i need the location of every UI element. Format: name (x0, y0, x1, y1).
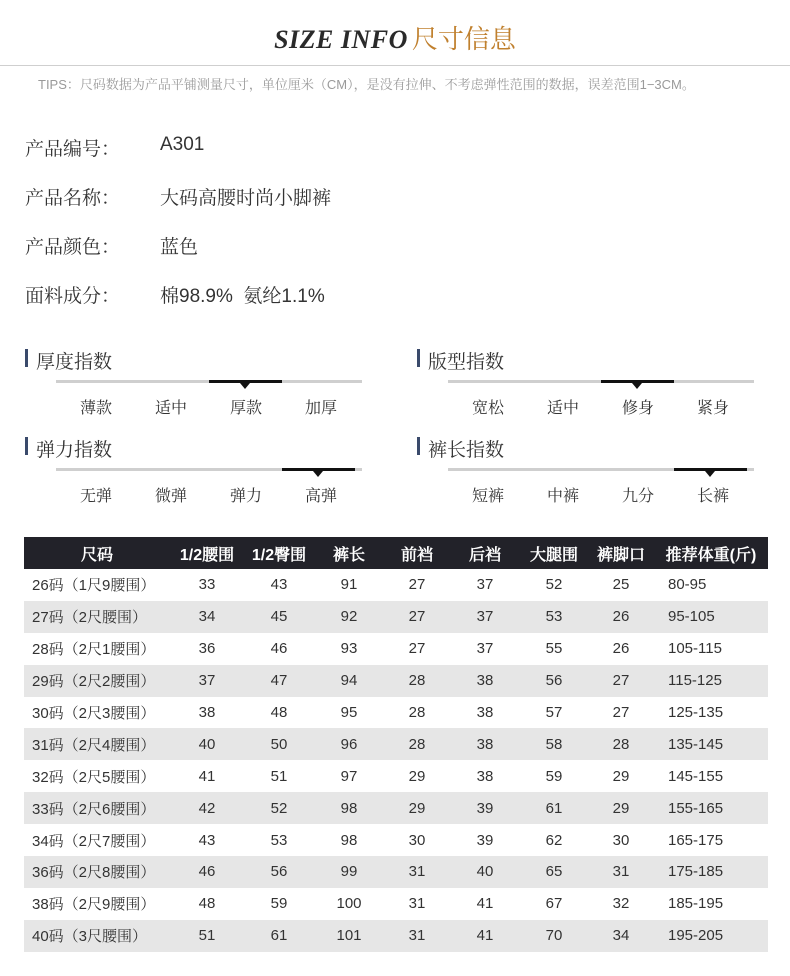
table-cell: 27 (588, 665, 654, 697)
table-cell: 27 (612, 704, 630, 721)
table-cell: 95-105 (654, 601, 768, 633)
index-title-bar (25, 437, 28, 455)
column-header: 1/2腰围 (170, 537, 244, 569)
table-cell: 29 (408, 767, 426, 785)
info-label: 面料成分： (25, 286, 121, 307)
index-title-bar (417, 437, 420, 455)
table-cell: 53 (270, 831, 288, 849)
table-cell: 38 (198, 704, 216, 721)
table-cell: 98 (340, 831, 358, 849)
table-cell: 115-125 (654, 665, 768, 697)
table-row (24, 728, 768, 760)
index-option: 薄款 (79, 400, 112, 417)
index-option: 厚款 (229, 400, 262, 417)
table-cell: 61 (244, 920, 314, 952)
index-option: 九分 (621, 488, 654, 505)
size-cell: 38码（2尺9腰围） (32, 896, 156, 914)
index-selected-marker (674, 468, 747, 471)
table-cell: 26 (612, 640, 630, 658)
index-option: 无弹 (79, 488, 112, 505)
table-cell: 80-95 (668, 576, 707, 594)
table-cell: 95 (340, 704, 358, 721)
size-table (24, 537, 768, 952)
index-option: 适中 (154, 400, 187, 417)
table-cell: 48 (270, 704, 288, 721)
table-cell: 46 (170, 856, 244, 888)
info-label: 产品颜色： (25, 237, 121, 258)
table-cell: 31 (384, 856, 450, 888)
table-cell: 31 (408, 895, 426, 913)
column-header: 大腿围 (520, 537, 588, 569)
table-cell: 175-185 (654, 856, 768, 888)
column-header: 推荐体重(斤) (654, 537, 768, 569)
table-cell: 57 (545, 704, 563, 721)
column-header: 裤脚口 (588, 537, 654, 569)
index-option: 弹力 (229, 488, 262, 505)
table-row (24, 792, 768, 824)
size-cell: 40码（3尺腰围） (24, 920, 170, 952)
column-header: 尺码 (24, 537, 170, 569)
table-cell: 94 (314, 665, 384, 697)
table-cell: 50 (244, 728, 314, 760)
index-option: 修身 (621, 400, 654, 417)
index-option: 适中 (546, 400, 579, 417)
table-cell: 43 (270, 576, 288, 594)
size-table-body (24, 569, 768, 952)
table-cell: 56 (244, 856, 314, 888)
size-cell: 27码（2尺腰围） (24, 601, 170, 633)
index-4 (417, 435, 757, 515)
info-value: 大码高腰时尚小脚裤 (160, 188, 332, 209)
info-label: 产品编号： (25, 139, 121, 160)
table-cell: 59 (545, 767, 563, 785)
index-option: 加厚 (304, 400, 337, 417)
index-title: 版型指数 (428, 352, 505, 373)
table-cell: 41 (450, 920, 520, 952)
page-title (0, 22, 790, 57)
table-cell: 38 (450, 728, 520, 760)
index-3 (25, 435, 365, 515)
index-title: 厚度指数 (36, 352, 113, 373)
index-option: 长裤 (696, 488, 729, 505)
index-option: 短裤 (471, 488, 504, 505)
table-row (24, 633, 768, 665)
table-row (24, 856, 768, 888)
table-cell: 98 (314, 792, 384, 824)
table-cell: 145-155 (668, 767, 724, 785)
index-option: 紧身 (696, 400, 729, 417)
table-cell: 62 (545, 831, 563, 849)
table-cell: 27 (408, 640, 426, 658)
table-cell: 28 (384, 665, 450, 697)
table-cell: 67 (545, 895, 563, 913)
size-cell: 30码（2尺3腰围） (32, 705, 156, 722)
index-selected-marker (282, 468, 355, 471)
table-cell: 29 (588, 792, 654, 824)
page-header (0, 0, 790, 66)
table-cell: 37 (450, 601, 520, 633)
index-selected-marker (601, 380, 674, 383)
table-row (24, 601, 768, 633)
table-cell: 55 (545, 640, 563, 658)
table-cell: 29 (384, 792, 450, 824)
table-cell: 51 (170, 920, 244, 952)
table-cell: 40 (450, 856, 520, 888)
index-option: 中裤 (546, 488, 579, 505)
index-2 (417, 347, 757, 427)
table-cell: 47 (244, 665, 314, 697)
table-cell: 39 (450, 792, 520, 824)
table-cell: 41 (476, 895, 494, 913)
table-cell: 28 (384, 728, 450, 760)
table-cell: 65 (520, 856, 588, 888)
size-cell: 29码（2尺2腰围） (24, 665, 170, 697)
table-cell: 34 (170, 601, 244, 633)
column-header: 1/2臀围 (244, 537, 314, 569)
table-cell: 38 (476, 767, 494, 785)
table-cell: 51 (270, 767, 288, 785)
title-english: SIZE INFO (274, 25, 408, 54)
table-cell: 185-195 (668, 895, 724, 913)
table-cell: 99 (314, 856, 384, 888)
table-cell: 101 (314, 920, 384, 952)
table-cell: 38 (450, 665, 520, 697)
table-cell: 43 (198, 831, 216, 849)
size-table-header (24, 537, 768, 569)
table-cell: 53 (520, 601, 588, 633)
table-cell: 29 (612, 767, 630, 785)
table-cell: 37 (476, 640, 494, 658)
table-cell: 105-115 (668, 640, 722, 658)
table-row (24, 920, 768, 952)
table-cell: 25 (612, 576, 630, 594)
table-cell: 38 (476, 704, 494, 721)
info-label: 产品名称： (25, 188, 121, 209)
table-cell: 56 (520, 665, 588, 697)
header-divider (0, 65, 790, 66)
index-1 (25, 347, 365, 427)
table-cell: 135-145 (654, 728, 768, 760)
table-cell: 37 (170, 665, 244, 697)
table-cell: 45 (244, 601, 314, 633)
size-cell: 28码（2尺1腰围） (32, 641, 156, 659)
table-cell: 28 (408, 704, 426, 721)
table-cell: 52 (545, 576, 563, 594)
table-cell: 91 (340, 576, 358, 594)
table-cell: 36 (198, 640, 216, 658)
index-title-bar (25, 349, 28, 367)
table-cell: 70 (520, 920, 588, 952)
table-cell: 59 (270, 895, 288, 913)
index-title-bar (417, 349, 420, 367)
table-cell: 39 (476, 831, 494, 849)
table-row (24, 824, 768, 856)
table-cell: 61 (520, 792, 588, 824)
table-cell: 28 (588, 728, 654, 760)
table-cell: 33 (198, 576, 216, 594)
table-cell: 31 (384, 920, 450, 952)
index-option: 高弹 (304, 488, 337, 505)
table-cell: 96 (314, 728, 384, 760)
table-cell: 97 (340, 767, 358, 785)
size-cell: 36码（2尺8腰围） (24, 856, 170, 888)
table-row (24, 665, 768, 697)
column-header: 前裆 (384, 537, 450, 569)
table-cell: 30 (408, 831, 426, 849)
table-cell: 100 (336, 895, 362, 913)
size-cell: 31码（2尺4腰围） (24, 728, 170, 760)
size-cell: 33码（2尺6腰围） (24, 792, 170, 824)
table-cell: 31 (588, 856, 654, 888)
index-option: 宽松 (471, 400, 504, 417)
table-cell: 125-135 (668, 704, 724, 721)
index-title: 裤长指数 (428, 440, 505, 461)
table-cell: 48 (198, 895, 216, 913)
info-value: A301 (160, 134, 205, 155)
table-row (24, 760, 768, 792)
table-cell: 42 (170, 792, 244, 824)
table-cell: 58 (520, 728, 588, 760)
table-cell: 27 (384, 601, 450, 633)
table-cell: 92 (314, 601, 384, 633)
index-option: 微弹 (154, 488, 187, 505)
table-cell: 155-165 (654, 792, 768, 824)
table-cell: 52 (244, 792, 314, 824)
table-row (24, 569, 768, 601)
table-row (24, 697, 768, 729)
index-selected-marker (209, 380, 282, 383)
tips-note: TIPS：尺码数据为产品平铺测量尺寸，单位厘米（CM），是没有拉伸、不考虑弹性范围的数据，误差范围1−3CM。 (38, 77, 695, 92)
column-header: 裤长 (314, 537, 384, 569)
table-row (24, 888, 768, 920)
table-cell: 93 (340, 640, 358, 658)
table-cell: 46 (270, 640, 288, 658)
table-cell: 30 (612, 831, 630, 849)
table-cell: 37 (476, 576, 494, 594)
size-cell: 26码（1尺9腰围） (32, 577, 156, 595)
info-value: 棉98.9% 氨纶1.1% (160, 286, 325, 307)
title-chinese: 尺寸信息 (411, 24, 516, 54)
table-cell: 27 (408, 576, 426, 594)
index-title: 弹力指数 (36, 440, 113, 461)
table-cell: 41 (198, 767, 216, 785)
info-value: 蓝色 (160, 237, 199, 258)
size-cell: 32码（2尺5腰围） (32, 768, 156, 786)
table-cell: 195-205 (654, 920, 768, 952)
table-cell: 32 (612, 895, 630, 913)
column-header: 后裆 (450, 537, 520, 569)
size-cell: 34码（2尺7腰围） (32, 832, 156, 850)
table-cell: 26 (588, 601, 654, 633)
table-cell: 34 (588, 920, 654, 952)
table-cell: 40 (170, 728, 244, 760)
table-cell: 165-175 (668, 831, 724, 849)
